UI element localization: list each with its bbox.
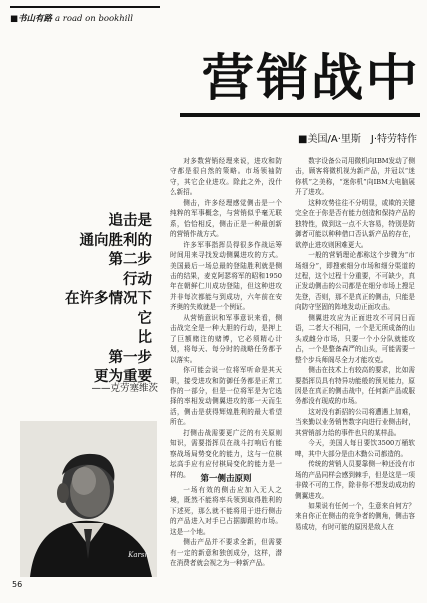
quote-line: 第二步	[108, 252, 152, 268]
body-column-2	[295, 156, 415, 586]
portrait-photo	[20, 421, 157, 577]
paragraph: 对多数营销经理来说，进攻和防守都是很自然的策略。市场领袖防守，其它企业进攻。除此之外，没什么新招。	[170, 157, 282, 197]
paragraph: 侧击产品并不要求全新，但需要有一定的新意和独创成分，这样，潜在消费者就会视之为一种新产品。	[170, 538, 282, 568]
quote-line: 第一步	[108, 349, 152, 366]
section-name: ■书山有路	[10, 14, 53, 24]
photo-signature: Karsh	[128, 551, 149, 559]
quote-line: 在许多情况下	[65, 291, 152, 307]
paragraph: 侧击，许多经理感觉侧击是一个纯粹的军事概念，与营销似乎毫无联系，恰恰相反，侧击正是一种最创新的营销作战方式。	[170, 198, 282, 239]
paragraph: 侧击在技术上有较高的要求，比如需要指挥员具有特异功能般的预见能力，原因是在真正的侧击战中，任何新产品或服务都没有现成的市场。	[295, 366, 415, 406]
paragraph: 侧翼进攻应为正面进攻不可同日而语，二者大不相同，一个是无所成备的山头或雌分市场，只要一个小分队就能攻占，一个是整备森严的山头，可能需要一整个步兵师阁尽全力才能攻克。	[295, 313, 415, 364]
paragraph: 打侧击战需要更广泛的有关原则知识，需要指挥员在战斗打响后有能察战场局势变化的能力，这与一位棋坛高手应有应付棋局变化的能力是一样的。	[170, 428, 282, 479]
section-name-en: a road on bookhill	[55, 14, 133, 24]
paragraph: 这对没有新招的公司将遭遇上加难，当来勤以业务销售数字向进行业侧击时，其营销部力给的事件也只的某样品。	[295, 407, 415, 437]
paragraph: 今天，美国人每日要饮3500万桶软啤，其中大部分是由木勤公司都造的。	[295, 439, 415, 458]
quote-attribution: ——克劳塞维茨	[91, 383, 158, 394]
quote-line: 它	[137, 310, 152, 327]
title-rule	[180, 113, 420, 117]
article-title: 营销战中	[201, 49, 420, 107]
quote-line: 行动	[123, 271, 152, 288]
paragraph: 许多军事指挥员得很多作战运筹时间用来寻找发动侧翼进攻的方式。美国最后一场总最的登陆胜利就是侧击的结果，麦克阿瑟将军的昭和1950年在朝鲜仁川成功登陆，但这种进攻并非每次都能与到成功，六年前在安齐奥的失败就是一个例证。	[170, 240, 282, 312]
header-rule	[10, 6, 160, 8]
quote-line: 比	[137, 330, 152, 346]
paragraph: 一般的营销理论都称这个步骤为“市场细分”，即搜索细分市场和细分渠道的过程，这个过程十分重要，不可缺少，真正发动侧击的公司都是在细分市场上搜足先登，否则，那不是真正的侧击，只能是向防守坚固的阵地发动正面攻击。	[295, 251, 415, 312]
paragraph: 传统的营销人员要靠侧一种还没有市场的产品同样会感到棘手，但是这是一项非做不可的工作，除非你不想发动成功的侧翼进攻。	[295, 460, 415, 500]
quote-line: 更为重要	[94, 369, 152, 385]
section-header	[10, 12, 133, 24]
paragraph: 如果说有任何一个，生意来自何方？来自你正在侧击的竞争者的侧角，侧击容易成功，有时可能的原因是敌人在	[295, 501, 415, 531]
paragraph: 你可能会说一位将军听命是其天职，接受进攻和防御任务都是正常工作的一部分，但是一位将军是为它选择的率相发动侧翼进攻的那一天而生活，侧击是获得辉煌胜利的最大希望所在。	[170, 366, 282, 427]
page-number: 56	[12, 580, 23, 589]
paragraph: 这种攻势往往不分明显，或欺的关键完全在于你是否有能力创造和保持产品的独特性，做到这一点不大容易，特别是防御者可能以种种借口否认新产品的存在，欲停止进攻则困难更大。	[295, 198, 415, 249]
paragraph: 数字设备公司用微机向IBM发动了侧击，顾客将微机视为新产品，并冠以“迷你机”之美称，“迷你机”向IBM大电脑展开了进攻。	[295, 157, 415, 197]
quote-line: 追击是	[108, 213, 152, 229]
quote-line: 通向胜利的	[79, 232, 152, 249]
body-column-1-bottom	[170, 485, 282, 585]
pull-quote	[8, 212, 152, 388]
paragraph: 一场有效的侧击应加入无人之境，既然不能将率兵领到取得胜利的下述死，那么就不能将用于进行侧击的产品进入对手已占据脚跟的市场。这是一个地。	[170, 486, 282, 536]
byline: ■美国/A·里斯 J·特劳特作	[298, 134, 417, 145]
paragraph: 从营销意识和军事意识来看，侧击战完全是一种大胆的行动，是押上了巨额赌注的赌博，它必须精心计划，将每天、每分时的战略任务都予以落实。	[170, 313, 282, 364]
section-heading: 第一侧击原则	[200, 474, 252, 484]
